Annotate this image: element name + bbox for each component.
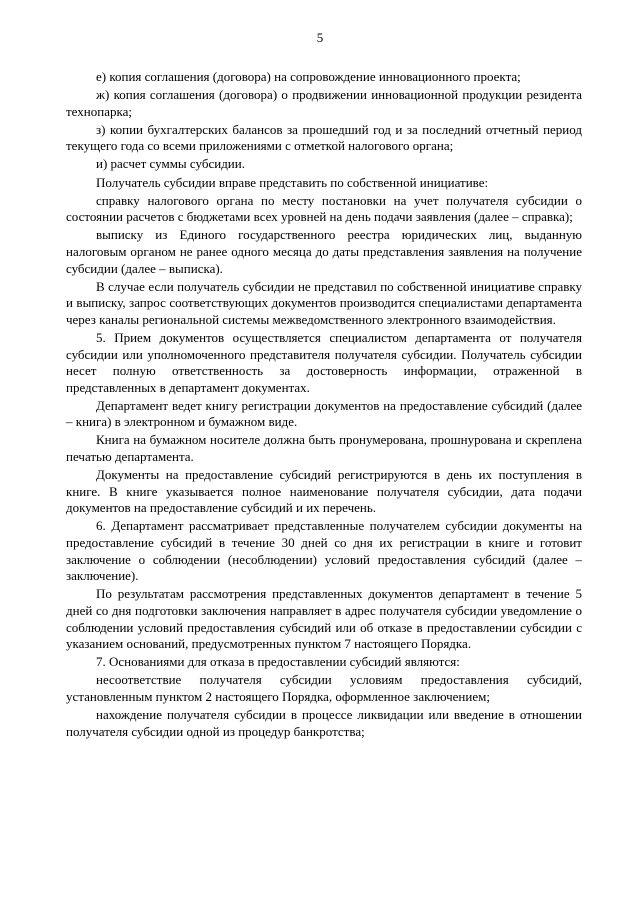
paragraph-item-e: е) копия соглашения (договора) на сопровождение инновационного проекта;	[96, 69, 521, 84]
paragraph-refusal-nonconformity: несоответствие получателя субсидии условиям предоставления субсидий, установленным пунктом 2 настоящего Порядка, оформленное заключением;	[66, 672, 582, 704]
document-body	[66, 69, 582, 742]
paragraph-book-paper: Книга на бумажном носителе должна быть пронумерована, прошнурована и скреплена печатью департамента.	[66, 432, 582, 465]
paragraph-optional-docs-intro: Получатель субсидии вправе представить по собственной инициативе:	[96, 174, 489, 190]
paragraph-clause-6: 6. Департамент рассматривает представленные получателем субсидии документы на предоставление субсидий в течение 30 дней со дня их регистрации в книге и готовит заключение о соблюдении (несоблюдении) условий предоставления субсидий (далее – заключение).	[66, 518, 582, 584]
paragraph-refusal-bankruptcy: нахождение получателя субсидии в процессе ликвидации или введение в отношении получателя субсидии одной из процедур банкротства;	[66, 706, 582, 739]
paragraph-tax-certificate: справку налогового органа по месту постановки на учет получателя субсидии о состоянии расчетов с бюджетами всех уровней на день подачи заявления (далее – справка);	[66, 192, 582, 225]
paragraph-item-i: и) расчет суммы субсидии.	[96, 156, 245, 172]
paragraph-registration-book: Департамент ведет книгу регистрации документов на предоставление субсидий (далее – книга) в электронном и бумажном виде.	[66, 397, 582, 430]
paragraph-item-z: з) копии бухгалтерских балансов за прошедший год и за последний отчетный период текущего года со всеми приложениями с отметкой налогового органа;	[66, 121, 582, 154]
paragraph-clause-7: 7. Основаниями для отказа в предоставлении субсидий являются:	[96, 654, 460, 670]
paragraph-clause-5: 5. Прием документов осуществляется специалистом департамента от получателя субсидии или уполномоченного представителя получателя субсидии. Получатель субсидии несет полную ответственность за достоверность информации, отраженной в представленных в департамент документах.	[66, 329, 582, 395]
page-number: 5	[316, 30, 324, 45]
paragraph-registry-extract: выписку из Единого государственного реестра юридических лиц, выданную налоговым органом не ранее одного месяца до даты представления заявления на получение субсидии (далее – выписка).	[66, 227, 582, 276]
paragraph-documents-registration: Документы на предоставление субсидий регистрируются в день их поступления в книге. В книге указывается полное наименование получателя субсидии, дата подачи документов на предоставление субсидий и их перечень.	[66, 467, 582, 516]
paragraph-item-zh: ж) копия соглашения (договора) о продвижении инновационной продукции резидента технопарка;	[66, 87, 582, 119]
paragraph-review-results: По результатам рассмотрения представленных документов департамент в течение 5 дней со дня подготовки заключения направляет в адрес получателя субсидии уведомление о соблюдении условий предоставления субсидий или об отказе в предоставлении субсидии с указанием оснований, предусмотренных пунктом 7 настоящего Порядка.	[66, 586, 582, 652]
paragraph-interagency-request: В случае если получатель субсидии не представил по собственной инициативе справку и выписку, запрос соответствующих документов производится специалистами департамента через каналы региональной системы межведомственного электронного взаимодействия.	[66, 278, 582, 327]
